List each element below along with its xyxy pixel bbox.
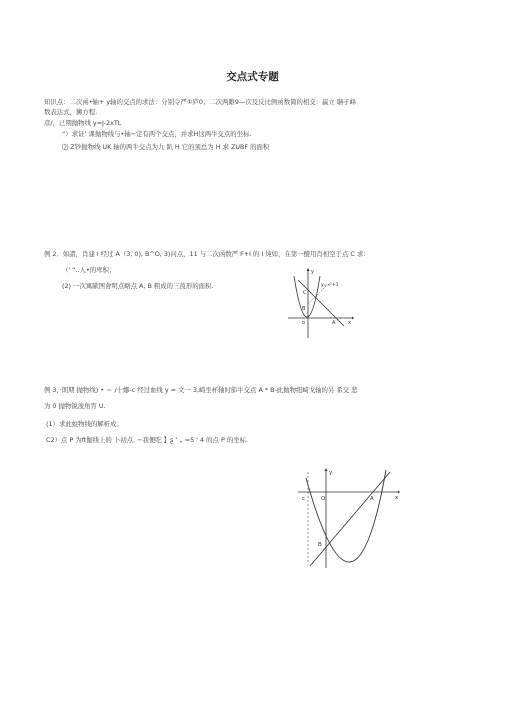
example-2-line-1: 例 2．如謂，肖建 l 经过 A（3, 0), B^O, 3)问点，11 与二次函数严 F+l 的 I 炖如，在第一醍用肖相空于点 C 求： — [44, 250, 370, 258]
label-c: C — [303, 290, 307, 296]
example-3-line-4: C2）点 P 为ft伽线上的 卜初点. −我便吃 】ʂ ’ „ =5 ' 4 的点 P 的坐标. — [46, 436, 249, 444]
y-axis-arrow — [307, 268, 310, 271]
label-a: A — [370, 496, 374, 502]
page-title: 交点式专题 — [226, 71, 279, 83]
label-eq: y=x²+1 — [321, 283, 339, 288]
knowledge-line-1: 知识点：二次函•轴+ y轴的交点的求法：分别令严①庐0；二次两雎9—次及反比例函数简的相交：赢立 聃孑峰 — [44, 98, 357, 106]
label-a: A — [332, 320, 336, 326]
question-part-2: ⑵ Z钞抛物线 UK 轴的两牛交点为九 趴 H 它的顶总为 H 求 ZUBF 的面积 — [62, 143, 270, 151]
label-o: O — [321, 496, 326, 502]
example-3-line-3: (1）求此蛀物线的解析成； — [46, 420, 123, 428]
example-2-line-2: （' “..人•的卑积； — [62, 266, 116, 274]
knowledge-line-3: 彦/，已期抛物线 y=J-2xTL — [44, 119, 122, 127]
line-ab — [310, 472, 390, 566]
y-axis-arrow — [325, 468, 328, 471]
label-x: x — [348, 320, 351, 326]
example-2-line-3: (2) 一次寓歐图會明点略点 A, B 粗成的三莨形的面积. — [62, 282, 214, 290]
label-o: o — [302, 320, 306, 326]
label-x: x — [395, 495, 399, 501]
x-axis-arrow — [398, 491, 400, 494]
label-y: y — [311, 269, 314, 275]
knowledge-line-2: 数表达式，狮方程. — [44, 108, 98, 116]
parabola-curve — [294, 276, 320, 317]
label-y: y — [329, 470, 333, 476]
example-3-graph — [296, 466, 402, 570]
example-2-graph — [284, 266, 354, 340]
x-axis-arrow — [352, 317, 354, 320]
example-3-line-2: 为 0 抛物锐浚角宵 U. — [44, 402, 106, 410]
question-part-1: “）求证’ 课抛物线与•轴−定有两个交点，并求H这两牛交点的坐标. — [62, 130, 252, 138]
label-c: c — [302, 496, 306, 502]
guide-line — [308, 286, 326, 304]
label-b: B — [302, 306, 306, 312]
label-b: B — [318, 542, 322, 548]
parabola-curve — [306, 470, 386, 562]
example-3-line-1: 例 3，·朗期 抛物线) • ＝ /十娜-c 经过血线 y = 文一 3,崎坐杯轴时節牛交点 A * B-此抛物纽崎戈轴的另 希交 悲 — [44, 386, 358, 394]
